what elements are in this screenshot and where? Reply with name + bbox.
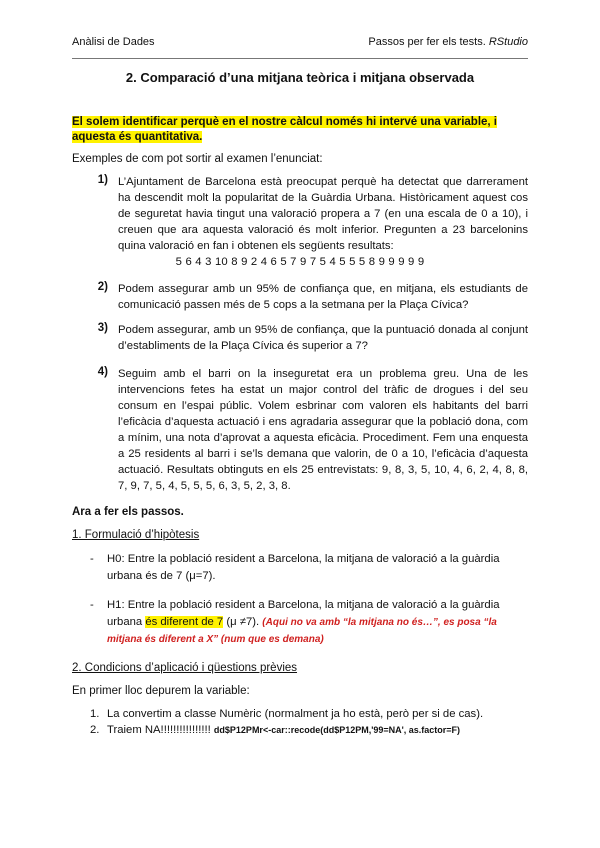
h1-highlight: és diferent de 7 bbox=[145, 616, 224, 628]
examples-label: Exemples de com pot sortir al examen l’enunciat: bbox=[72, 153, 323, 165]
step-item-2 bbox=[90, 722, 528, 739]
step-item-1 bbox=[90, 706, 528, 723]
header-course-name: Anàlisi de Dades bbox=[72, 36, 155, 48]
question-text: Podem assegurar, amb un 95% de confiança, que la puntuació donada al conjunt d’establiments de la Plaça Cívica és superior a 7? bbox=[118, 324, 528, 352]
hypothesis-h1 bbox=[90, 597, 528, 648]
question-number: 3) bbox=[97, 322, 108, 334]
step-number: 2. bbox=[90, 724, 100, 736]
data-values-line: 5 6 4 3 10 8 9 2 4 6 5 7 9 7 5 4 5 5 5 8 9 9 9 9 9 bbox=[175, 256, 425, 268]
question-number: 1) bbox=[97, 174, 108, 186]
step-number: 1. bbox=[90, 708, 100, 720]
question-text: Podem assegurar amb un 95% de confiança que, en mitjana, els estudiants de comunicació passen més de 5 cops a la setmana per la Plaça Cívica? bbox=[118, 283, 528, 311]
steps-heading: Ara a fer els passos. bbox=[72, 506, 184, 518]
section-1-heading: 1. Formulació d’hipòtesis bbox=[72, 529, 200, 541]
intro-highlight: El solem identificar perquè en el nostre càlcul només hi intervé una variable, i aquesta és quantitativa. bbox=[72, 116, 498, 143]
question-1 bbox=[90, 174, 528, 254]
question-3 bbox=[90, 322, 528, 354]
h1-text bbox=[107, 597, 528, 648]
dash-bullet: - bbox=[90, 599, 94, 611]
h0-text: H0: Entre la població resident a Barcelona, la mitjana de valoració a la guàrdia urbana és de 7 (μ=7). bbox=[107, 553, 500, 582]
step-text-main: Traiem NA!!!!!!!!!!!!!!!! bbox=[107, 724, 211, 736]
section-2-lead: En primer lloc depurem la variable: bbox=[72, 685, 250, 697]
step-text: La convertim a classe Numèric (normalment ja ho està, però per si de cas). bbox=[107, 708, 484, 720]
question-number: 2) bbox=[97, 281, 108, 293]
page-title: 2. Comparació d’una mitjana teòrica i mitjana observada bbox=[125, 70, 475, 85]
hypothesis-h0 bbox=[90, 551, 528, 585]
h1-after: (μ ≠7). bbox=[226, 616, 260, 628]
question-number: 4) bbox=[97, 366, 108, 378]
page-header bbox=[72, 36, 528, 59]
r-code-snippet: dd$P12PMr<-car::recode(dd$P12PM,'99=NA', as.factor=F) bbox=[213, 725, 461, 735]
question-2 bbox=[90, 281, 528, 313]
header-right-prefix: Passos per fer els tests. bbox=[368, 36, 486, 48]
h1-before: H1: Entre la població resident a Barcelona, la mitjana de valoració a la guàrdia urbana bbox=[107, 599, 500, 628]
h1-note: (Aqui no va amb “la mitjana no és…”, es posa “la mitjana és diferent a X” (num que es demana) bbox=[107, 617, 497, 645]
question-text: Seguim amb el barri on la inseguretat era un problema greu. Una de les intervencions fetes ha estat un major control del tràfic de drogues i del seu consum en l’espai públic. Volem esbrinar com valoren els habitants del barri l’eficàcia d’aquesta actuació i ens agradaria assegurar que la població dona, com a mínim, una nota d’aprovat a aquesta eficàcia. Procediment. Fem una enquesta a 25 residents al barri i se’ls demana que valorin, de 0 a 10, l’eficàcia d’aquesta actuació. Resultats obtinguts en els 25 entrevistats: 9, 8, 3, 5, 10, 4, 6, 2, 4, 8, 8, 7, 9, 7, 5, 4, 5, 5, 5, 6, 3, 5, 2, 3, 8. bbox=[118, 368, 528, 492]
header-section-name bbox=[368, 36, 528, 48]
section-2-heading: 2. Condicions d’aplicació i qüestions prèvies bbox=[72, 662, 298, 674]
dash-bullet: - bbox=[90, 553, 94, 565]
question-text: L’Ajuntament de Barcelona està preocupat perquè ha detectat que darrerament ha descendit molt la popularitat de la Guàrdia Urbana. Històricament aquest cos de seguretat havia tingut una valoració propera a 7 (en una escala de 0 a 10), i creuen que ara aquesta valoració és molt inferior. Pregunten a 23 barcelonins quina valoració en fan i obtenen els següents resultats: bbox=[118, 176, 528, 252]
step-text bbox=[107, 722, 528, 739]
header-right-italic: RStudio bbox=[488, 36, 528, 48]
intro-paragraph bbox=[72, 115, 528, 145]
question-4 bbox=[90, 366, 528, 494]
